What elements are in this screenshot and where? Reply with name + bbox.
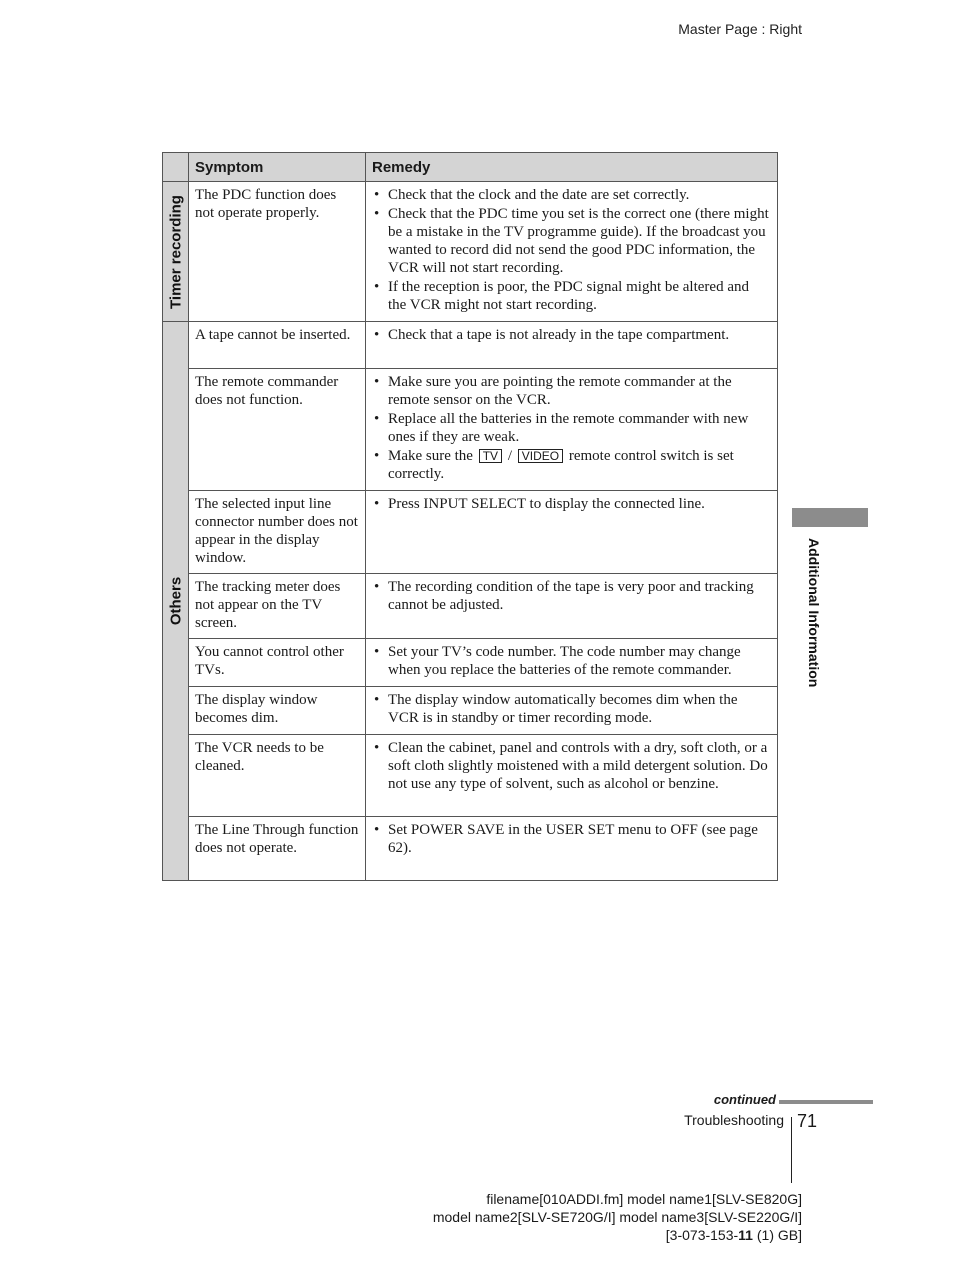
remedy-cell: [366, 574, 778, 639]
remedy-item: • Check that a tape is not already in the tape compartment.: [372, 326, 769, 344]
symptom-cell: The remote commander does not function.: [189, 369, 366, 491]
tv-key-label: TV: [479, 449, 502, 463]
table-row: [163, 322, 778, 369]
table-row: [163, 687, 778, 735]
category-cell-others: [163, 322, 189, 881]
continued-bar: [779, 1100, 873, 1104]
master-page-label: Master Page : Right: [678, 21, 802, 37]
remedy-item: • Replace all the batteries in the remote commander with new ones if they are weak.: [372, 410, 769, 446]
remedy-cell: [366, 491, 778, 574]
category-cell-timer-recording: [163, 182, 189, 322]
table-row: [163, 369, 778, 491]
table-row: [163, 574, 778, 639]
table-row: [163, 491, 778, 574]
remedy-item: • Check that the PDC time you set is the correct one (there might be a mistake in the TV programme guide). If the broadcast you wanted to record did not send the good PDC information, the VCR will not start recording.: [372, 205, 769, 277]
remedy-text: Make sure the: [388, 448, 473, 464]
file-info-text: [3-073-153-: [665, 1227, 739, 1243]
remedy-cell: [366, 322, 778, 369]
page-number: 71: [797, 1111, 818, 1131]
symptom-cell: The tracking meter does not appear on the TV screen.: [189, 574, 366, 639]
symptom-cell: You cannot control other TVs.: [189, 639, 366, 687]
remedy-cell: [366, 369, 778, 491]
table-row: [163, 735, 778, 817]
file-info-text: (1) GB]: [752, 1227, 802, 1243]
continued-label: continued: [713, 1092, 776, 1107]
file-info-block: [380, 1190, 802, 1244]
symptom-cell: The PDC function does not operate properly.: [189, 182, 366, 322]
remedy-cell: [366, 639, 778, 687]
symptom-cell: The display window becomes dim.: [189, 687, 366, 735]
remedy-cell: [366, 687, 778, 735]
file-info-bold-text: 11: [738, 1227, 753, 1243]
symptom-cell: The Line Through function does not operate.: [189, 817, 366, 881]
category-label: Others: [167, 576, 184, 626]
key-separator: /: [507, 448, 512, 464]
table-row: [163, 817, 778, 881]
remedy-item-switch: [372, 447, 769, 483]
file-info-line: model name2[SLV-SE720G/I] model name3[SLV-SE220G/I]: [432, 1209, 802, 1225]
remedy-cell: [366, 817, 778, 881]
header-corner-cell: [163, 153, 189, 182]
video-key-label: VIDEO: [518, 449, 563, 463]
footer-section-name: Troubleshooting: [684, 1112, 784, 1128]
remedy-item: • Press INPUT SELECT to display the connected line.: [372, 495, 769, 513]
remedy-item: • Make sure you are pointing the remote commander at the remote sensor on the VCR.: [372, 373, 769, 409]
remedy-item: • The recording condition of the tape is very poor and tracking cannot be adjusted.: [372, 578, 769, 614]
remedy-cell: [366, 182, 778, 322]
file-info-line: [380, 1226, 802, 1244]
remedy-item: • Check that the clock and the date are set correctly.: [372, 186, 769, 204]
remedy-item: • Set POWER SAVE in the USER SET menu to OFF (see page 62).: [372, 821, 769, 857]
remedy-cell: [366, 735, 778, 817]
section-side-label: Additional Information: [806, 538, 822, 688]
symptom-cell: The selected input line connector number does not appear in the display window.: [189, 491, 366, 574]
section-tab-marker: [792, 508, 868, 527]
remedy-column-header: Remedy: [366, 153, 778, 182]
symptom-cell: The VCR needs to be cleaned.: [189, 735, 366, 817]
file-info-line: filename[010ADDI.fm] model name1[SLV-SE820G]: [486, 1191, 802, 1207]
table-row: [163, 182, 778, 322]
remedy-item: • Clean the cabinet, panel and controls with a dry, soft cloth, or a soft cloth slightly moistened with a mild detergent solution. Do not use any type of solvent, such as alcohol or benzine.: [372, 739, 769, 793]
table-header-row: [163, 153, 778, 182]
table-row: [163, 639, 778, 687]
remedy-item: • The display window automatically becomes dim when the VCR is in standby or timer recording mode.: [372, 691, 769, 727]
symptom-cell: A tape cannot be inserted.: [189, 322, 366, 369]
footer-divider: [791, 1117, 792, 1183]
remedy-text: remote control switch is set correctly.: [388, 448, 734, 482]
remedy-item: • Set your TV’s code number. The code number may change when you replace the batteries of the remote commander.: [372, 643, 769, 679]
remedy-item: • If the reception is poor, the PDC signal might be altered and the VCR might not start recording.: [372, 278, 769, 314]
symptom-column-header: Symptom: [189, 153, 366, 182]
troubleshooting-table: [162, 152, 778, 881]
category-label: Timer recording: [167, 194, 184, 309]
